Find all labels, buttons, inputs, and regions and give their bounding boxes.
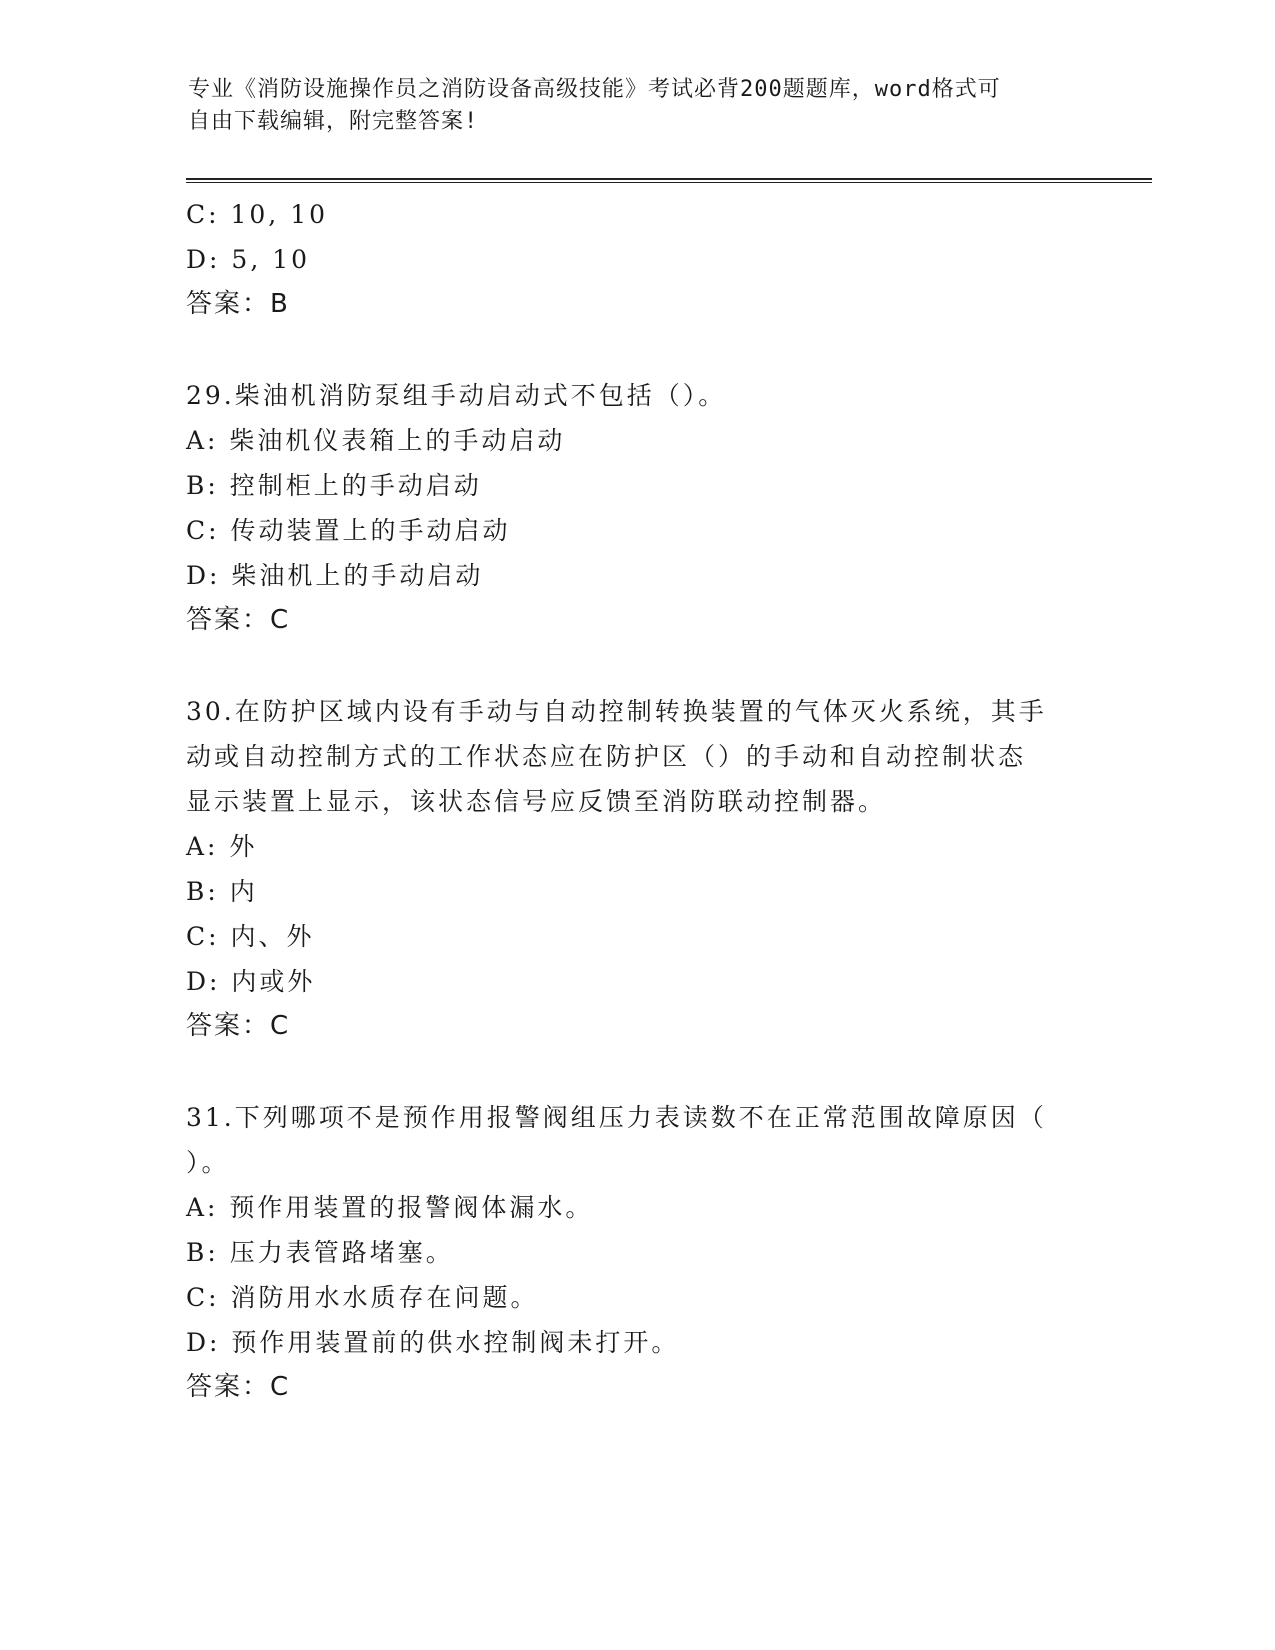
page-header xyxy=(188,74,1068,138)
option-d: D: 预作用装置前的供水控制阀未打开。 xyxy=(186,1328,680,1357)
spacer xyxy=(186,643,1086,689)
option-b: B: 压力表管路堵塞。 xyxy=(186,1238,454,1267)
question-stem-line-1: 31.下列哪项不是预作用报警阀组压力表读数不在正常范围故障原因（ xyxy=(186,1103,1047,1132)
header-title-line-2: 自由下载编辑，附完整答案! xyxy=(188,109,479,134)
header-divider xyxy=(186,178,1152,183)
option-d: D: 柴油机上的手动启动 xyxy=(186,561,484,590)
option-a: A: 外 xyxy=(186,832,258,861)
answer-text: 答案：C xyxy=(186,605,291,635)
option-d: D: 5, 10 xyxy=(186,245,311,274)
question-31 xyxy=(186,1095,1086,1410)
answer-text: 答案：C xyxy=(186,1011,291,1041)
option-c: C: 消防用水水质存在问题。 xyxy=(186,1283,539,1312)
option-b: B: 内 xyxy=(186,877,258,906)
question-stem: 29.柴油机消防泵组手动启动式不包括（）。 xyxy=(186,381,727,410)
header-title-line-1: 专业《消防设施操作员之消防设备高级技能》考试必背200题题库，word格式可 xyxy=(188,77,1001,102)
option-c: C: 10, 10 xyxy=(186,200,329,229)
question-stem-line-1: 30.在防护区域内设有手动与自动控制转换装置的气体灭火系统，其手 xyxy=(186,697,1047,726)
spacer xyxy=(186,327,1086,373)
question-stem-line-3: 显示装置上显示，该状态信号应反馈至消防联动控制器。 xyxy=(186,787,887,816)
option-c: C: 内、外 xyxy=(186,922,315,951)
option-d: D: 内或外 xyxy=(186,967,316,996)
answer-text: 答案：B xyxy=(186,289,290,319)
question-content xyxy=(186,192,1086,1410)
option-b: B: 控制柜上的手动启动 xyxy=(186,471,482,500)
spacer xyxy=(186,1049,1086,1095)
question-stem-line-2: ）。 xyxy=(186,1148,230,1177)
option-a: A: 预作用装置的报警阀体漏水。 xyxy=(186,1193,594,1222)
option-c: C: 传动装置上的手动启动 xyxy=(186,516,511,545)
question-29 xyxy=(186,373,1086,643)
option-a: A: 柴油机仪表箱上的手动启动 xyxy=(186,426,566,455)
question-stem-line-2: 动或自动控制方式的工作状态应在防护区（）的手动和自动控制状态 xyxy=(186,742,1027,771)
question-30 xyxy=(186,689,1086,1049)
answer-text: 答案：C xyxy=(186,1372,291,1402)
previous-question-tail xyxy=(186,192,1086,327)
